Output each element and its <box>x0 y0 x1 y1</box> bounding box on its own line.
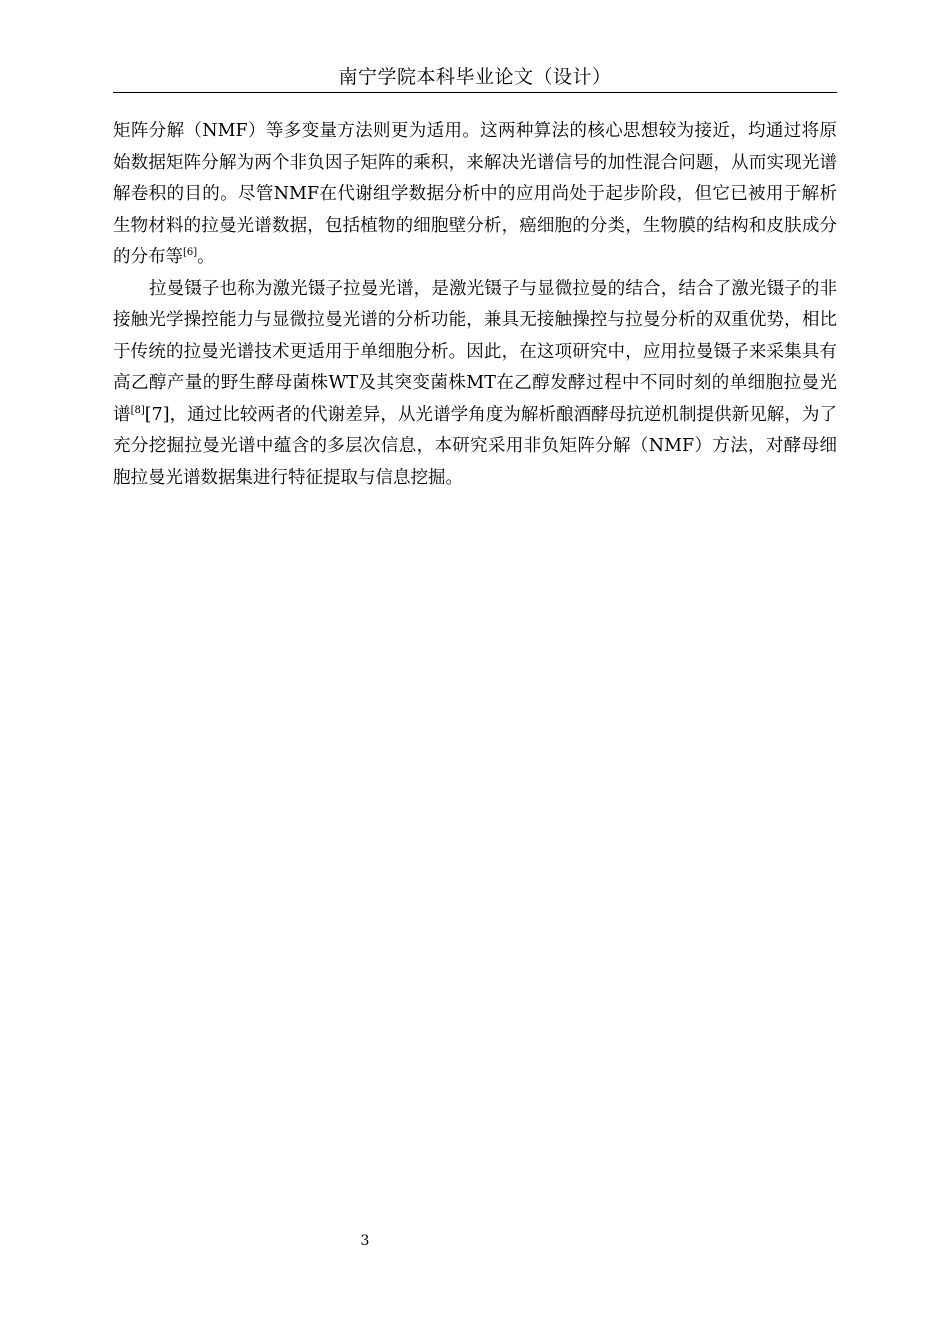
page-header: 南宁学院本科毕业论文（设计） <box>338 66 612 88</box>
citation-ref: [6] <box>183 247 198 259</box>
paragraph-2 <box>113 274 837 495</box>
header-rule <box>113 92 837 93</box>
paragraph-2-rest: [7]，通过比较两者的代谢差异，从光谱学角度为解析酿酒酵母抗逆机制提供新见解，为了充分挖掘拉曼光谱中蕴含的多层次信息，本研究采用非负矩阵分解（NMF）方法，对酵母细胞拉曼光谱数据集进行特征提取与信息挖掘。 <box>113 404 838 488</box>
citation-ref: [8] <box>130 404 145 416</box>
paragraph-1-end: 。 <box>197 247 215 267</box>
body-text <box>113 116 837 494</box>
page-number: 3 <box>360 1233 370 1249</box>
paragraph-1 <box>113 116 837 274</box>
paragraph-2-text: 拉曼镊子也称为激光镊子拉曼光谱，是激光镊子与显微拉曼的结合，结合了激光镊子的非接触光学操控能力与显微拉曼光谱的分析功能，兼具无接触操控与拉曼分析的双重优势，相比于传统的拉曼光谱技术更适用于单细胞分析。因此，在这项研究中，应用拉曼镊子来采集具有高乙醇产量的野生酵母菌株WT及其突变菌株MT在乙醇发酵过程中不同时刻的单细胞拉曼光谱 <box>113 278 837 425</box>
paragraph-1-text: 矩阵分解（NMF）等多变量方法则更为适用。这两种算法的核心思想较为接近，均通过将原始数据矩阵分解为两个非负因子矩阵的乘积，来解决光谱信号的加性混合问题，从而实现光谱解卷积的目的。尽管NMF在代谢组学数据分析中的应用尚处于起步阶段，但它已被用于解析生物材料的拉曼光谱数据，包括植物的细胞壁分析，癌细胞的分类，生物膜的结构和皮肤成分的分布等 <box>113 121 837 267</box>
